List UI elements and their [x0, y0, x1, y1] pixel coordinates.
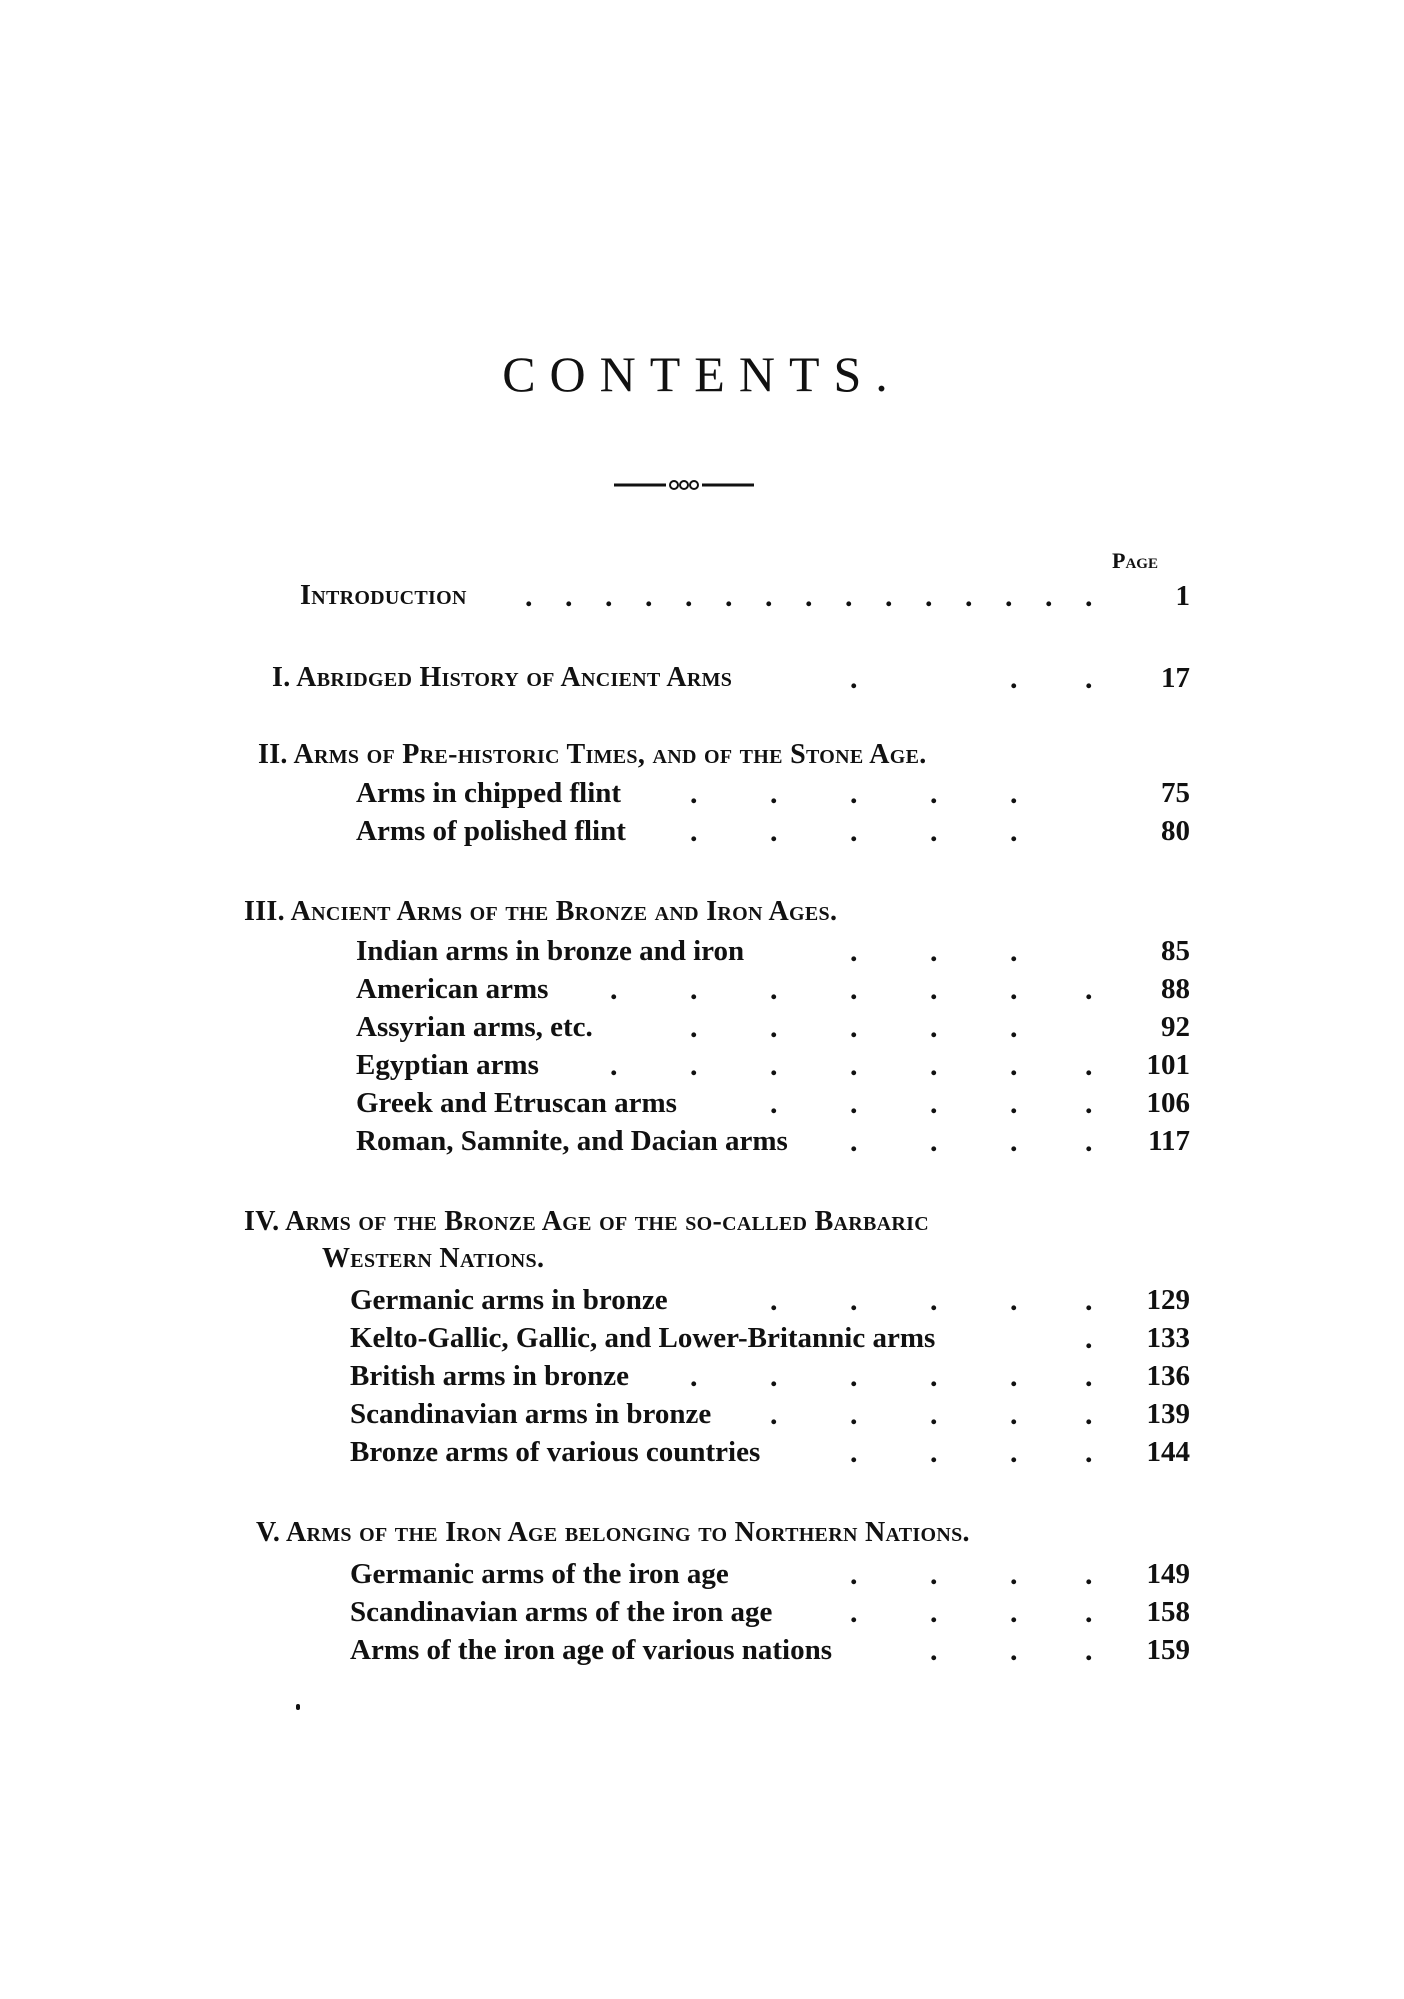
leader-dot: .	[1005, 580, 1013, 613]
toc-entry[interactable]	[0, 1049, 1404, 1085]
leader-dot: .	[770, 1049, 778, 1082]
leader-dot: .	[645, 580, 653, 613]
section-heading-iii[interactable]: III. Ancient Arms of the Bronze and Iron Ages.	[244, 896, 838, 927]
toc-entry[interactable]	[0, 815, 1404, 851]
toc-entry[interactable]	[0, 1596, 1404, 1632]
leader-dot: .	[850, 1436, 858, 1469]
toc-entry[interactable]	[0, 1360, 1404, 1396]
leader-dot: .	[930, 1284, 938, 1317]
leader-dot: .	[685, 580, 693, 613]
page-number: 129	[1146, 1284, 1190, 1316]
entry-label: Arms of the iron age of various nations	[350, 1634, 832, 1666]
leader-dot: .	[690, 815, 698, 848]
entry-label: Scandinavian arms of the iron age	[350, 1596, 773, 1628]
leader-dot: .	[1045, 580, 1053, 613]
toc-entry[interactable]	[0, 1436, 1404, 1472]
leader-dot: .	[725, 580, 733, 613]
toc-entry[interactable]	[0, 1398, 1404, 1434]
leader-dot: .	[930, 815, 938, 848]
toc-entry[interactable]	[0, 1011, 1404, 1047]
leader-dot: .	[965, 580, 973, 613]
leader-dot: .	[930, 1436, 938, 1469]
leader-dot: .	[1010, 1634, 1018, 1667]
toc-entry[interactable]	[0, 1284, 1404, 1320]
leader-dot: .	[930, 1634, 938, 1667]
page-number: 159	[1146, 1634, 1190, 1666]
leader-dot: .	[690, 1011, 698, 1044]
leader-dot: .	[930, 1011, 938, 1044]
page-number: 88	[1161, 973, 1190, 1005]
leader-dot: .	[850, 1596, 858, 1629]
leader-dot: .	[1010, 973, 1018, 1006]
section-heading-iv-continued: Western Nations.	[322, 1243, 545, 1274]
leader-dot: .	[805, 580, 813, 613]
page-number: 136	[1146, 1360, 1190, 1392]
entry-label: Egyptian arms	[356, 1049, 539, 1081]
entry-label: Arms of polished flint	[356, 815, 626, 847]
toc-entry-abridged-history[interactable]	[0, 662, 1404, 698]
toc-entry[interactable]	[0, 1125, 1404, 1161]
leader-dot: .	[930, 1558, 938, 1591]
leader-dot: .	[1010, 777, 1018, 810]
leader-dot: .	[1085, 1398, 1093, 1431]
page-number: 80	[1161, 815, 1190, 847]
leader-dot: .	[1010, 815, 1018, 848]
leader-dot: .	[1085, 1596, 1093, 1629]
leader-dot: .	[610, 973, 618, 1006]
leader-dot: .	[850, 1049, 858, 1082]
leader-dot: .	[850, 777, 858, 810]
leader-dot: .	[1085, 1125, 1093, 1158]
leader-dot: .	[930, 1125, 938, 1158]
leader-dot: .	[850, 1087, 858, 1120]
leader-dot: .	[930, 973, 938, 1006]
leader-dot: .	[525, 580, 533, 613]
entry-label: Greek and Etruscan arms	[356, 1087, 677, 1119]
leader-dot: .	[605, 580, 613, 613]
leader-dot: .	[1085, 1634, 1093, 1667]
leader-dot: .	[1085, 1558, 1093, 1591]
leader-dot: .	[850, 1398, 858, 1431]
section-heading-v[interactable]: V. Arms of the Iron Age belonging to Northern Nations.	[256, 1517, 970, 1548]
entry-label: Bronze arms of various countries	[350, 1436, 761, 1468]
toc-entry[interactable]	[0, 935, 1404, 971]
page-number: 92	[1161, 1011, 1190, 1043]
leader-dot: .	[930, 1398, 938, 1431]
leader-dot: .	[925, 580, 933, 613]
leader-dot: .	[850, 1125, 858, 1158]
entry-label: Germanic arms of the iron age	[350, 1558, 729, 1590]
page-number: 139	[1146, 1398, 1190, 1430]
page-number: 133	[1146, 1322, 1190, 1354]
leader-dot: .	[1010, 1049, 1018, 1082]
stray-ink-mark	[296, 1704, 300, 1710]
leader-dot: .	[850, 1011, 858, 1044]
entry-label: British arms in bronze	[350, 1360, 629, 1392]
leader-dot: .	[930, 1049, 938, 1082]
leader-dot: .	[845, 580, 853, 613]
leader-dot: .	[850, 935, 858, 968]
leader-dot: .	[690, 1360, 698, 1393]
entry-label: Introduction	[300, 580, 467, 611]
leader-dot: .	[565, 580, 573, 613]
leader-dot: .	[770, 1087, 778, 1120]
leader-dot: .	[1010, 1360, 1018, 1393]
leader-dot: .	[1085, 1436, 1093, 1469]
leader-dot: .	[1085, 580, 1093, 613]
page-number: 144	[1146, 1436, 1190, 1468]
leader-dot: .	[690, 1049, 698, 1082]
contents-title: CONTENTS.	[502, 346, 902, 402]
toc-entry[interactable]	[0, 1322, 1404, 1358]
leader-dot: .	[1010, 1436, 1018, 1469]
leader-dot: .	[930, 1087, 938, 1120]
leader-dot: .	[850, 662, 858, 695]
leader-dot: .	[930, 1360, 938, 1393]
page-column-header: Page	[1112, 548, 1158, 573]
leader-dot: .	[930, 935, 938, 968]
leader-dot: .	[770, 1360, 778, 1393]
page-number: 17	[1161, 662, 1190, 694]
leader-dot: .	[1085, 1322, 1093, 1355]
leader-dot: .	[850, 815, 858, 848]
toc-entry[interactable]	[0, 1087, 1404, 1123]
page-number: 85	[1161, 935, 1190, 967]
leader-dot: .	[930, 777, 938, 810]
leader-dot: .	[770, 815, 778, 848]
page-number: 149	[1146, 1558, 1190, 1590]
leader-dot: .	[770, 1284, 778, 1317]
page-number: 1	[1175, 580, 1190, 612]
leader-dot: .	[1010, 1596, 1018, 1629]
entry-label: Roman, Samnite, and Dacian arms	[356, 1125, 788, 1157]
leader-dot: .	[1010, 1284, 1018, 1317]
toc-entry[interactable]	[0, 1634, 1404, 1670]
toc-entry-introduction[interactable]	[0, 580, 1404, 616]
leader-dot: .	[770, 1398, 778, 1431]
leader-dot: .	[1010, 662, 1018, 695]
entry-label: Indian arms in bronze and iron	[356, 935, 745, 967]
leader-dot: .	[1085, 662, 1093, 695]
entry-label: Assyrian arms, etc.	[356, 1011, 593, 1043]
page-number: 101	[1146, 1049, 1190, 1081]
page-number: 117	[1148, 1125, 1190, 1157]
leader-dot: .	[1085, 1284, 1093, 1317]
leader-dot: .	[850, 1558, 858, 1591]
leader-dot: .	[770, 1011, 778, 1044]
page-number: 106	[1146, 1087, 1190, 1119]
entry-label: American arms	[356, 973, 549, 1005]
toc-entry[interactable]	[0, 973, 1404, 1009]
leader-dot: .	[1010, 1011, 1018, 1044]
leader-dot: .	[1010, 935, 1018, 968]
leader-dot: .	[610, 1049, 618, 1082]
entry-label: I. Abridged History of Ancient Arms	[272, 662, 733, 693]
leader-dot: .	[1085, 1360, 1093, 1393]
leader-dot: .	[690, 973, 698, 1006]
entry-label: Scandinavian arms in bronze	[350, 1398, 712, 1430]
leader-dot: .	[1085, 973, 1093, 1006]
leader-dot: .	[1010, 1087, 1018, 1120]
leader-dot: .	[885, 580, 893, 613]
toc-entry[interactable]	[0, 1558, 1404, 1594]
ornament-rule	[614, 478, 754, 492]
leader-dot: .	[850, 973, 858, 1006]
page-number: 158	[1146, 1596, 1190, 1628]
leader-dot: .	[1085, 1049, 1093, 1082]
leader-dot: .	[1010, 1398, 1018, 1431]
section-heading-ii[interactable]: II. Arms of Pre-historic Times, and of the Stone Age.	[258, 739, 927, 770]
entry-label: Kelto-Gallic, Gallic, and Lower-Britannic arms	[350, 1322, 936, 1354]
page-number: 75	[1161, 777, 1190, 809]
leader-dot: .	[770, 777, 778, 810]
entry-label: Germanic arms in bronze	[350, 1284, 668, 1316]
leader-dot: .	[765, 580, 773, 613]
section-heading-iv[interactable]: IV. Arms of the Bronze Age of the so-called Barbaric	[244, 1206, 929, 1237]
leader-dot: .	[1010, 1558, 1018, 1591]
toc-entry[interactable]	[0, 777, 1404, 813]
leader-dot: .	[850, 1360, 858, 1393]
leader-dot: .	[1085, 1087, 1093, 1120]
leader-dot: .	[850, 1284, 858, 1317]
leader-dot: .	[690, 777, 698, 810]
entry-label: Arms in chipped flint	[356, 777, 622, 809]
leader-dot: .	[770, 973, 778, 1006]
leader-dot: .	[1010, 1125, 1018, 1158]
leader-dot: .	[930, 1596, 938, 1629]
